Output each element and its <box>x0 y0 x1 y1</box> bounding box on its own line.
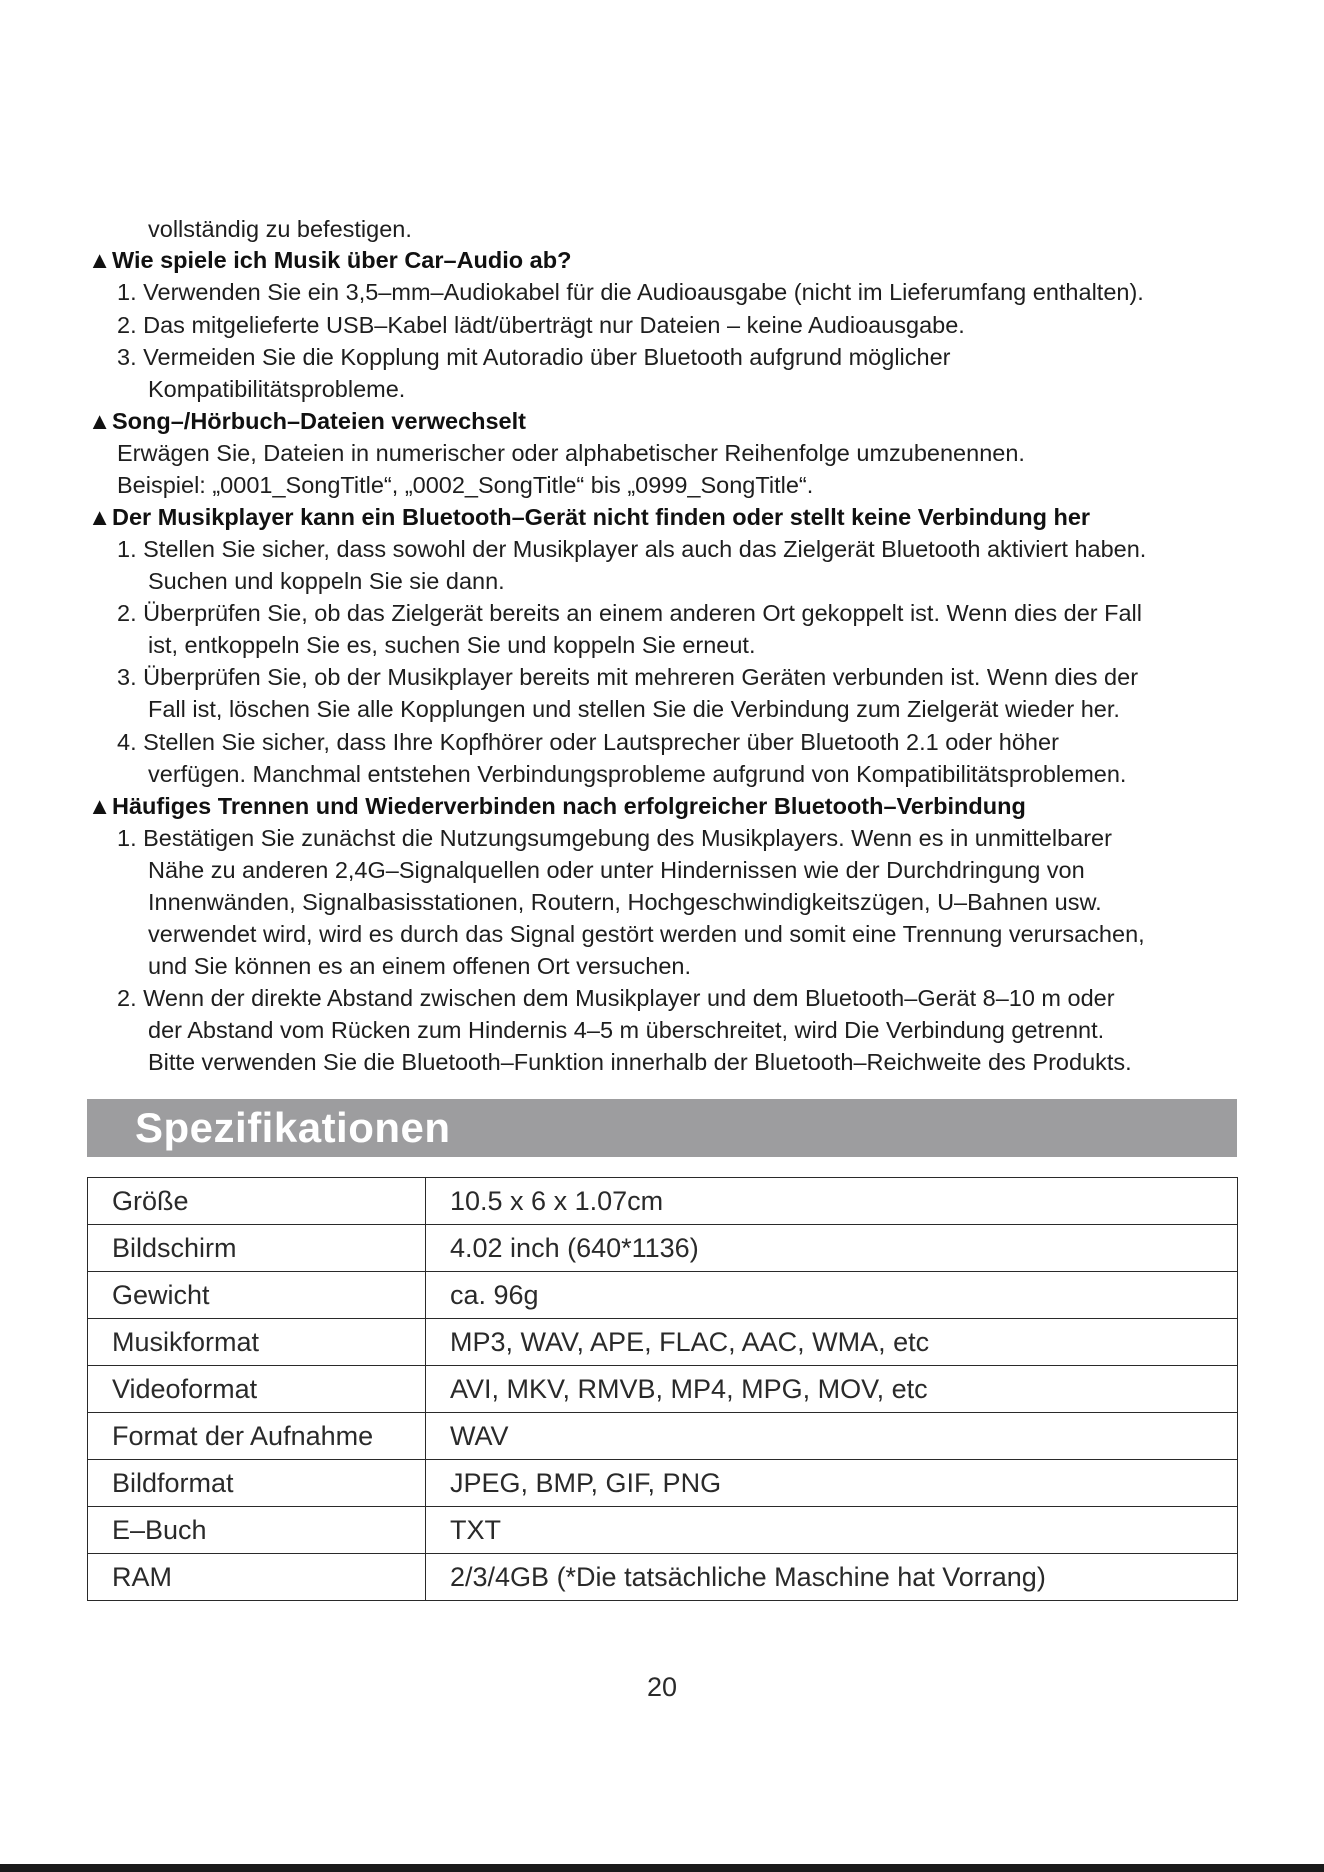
spec-label: Format der Aufnahme <box>88 1413 426 1460</box>
spec-label: Gewicht <box>88 1272 426 1319</box>
table-row <box>88 1460 1238 1507</box>
table-row <box>88 1413 1238 1460</box>
page-number: 20 <box>646 1672 678 1702</box>
spec-value: TXT <box>426 1507 1238 1554</box>
line-text: 4. Stellen Sie sicher, dass Ihre Kopfhörer oder Lautsprecher über Bluetooth 2.1 oder höher <box>117 729 1059 755</box>
body-line <box>117 983 1115 1015</box>
body-line <box>148 694 1120 726</box>
line-text: 2. Das mitgelieferte USB–Kabel lädt/überträgt nur Dateien – keine Audioausgabe. <box>117 312 965 338</box>
body-line <box>117 598 1142 630</box>
line-text: der Abstand vom Rücken zum Hindernis 4–5 m überschreitet, wird Die Verbindung getrennt. <box>148 1017 1105 1043</box>
spec-value: JPEG, BMP, GIF, PNG <box>426 1460 1238 1507</box>
spec-label: Bildschirm <box>88 1225 426 1272</box>
body-line <box>117 470 813 502</box>
section-heading <box>88 406 526 438</box>
body-line <box>117 662 1138 694</box>
line-text: 1. Bestätigen Sie zunächst die Nutzungsumgebung des Musikplayers. Wenn es in unmittelbarer <box>117 825 1112 851</box>
table-row <box>88 1554 1238 1601</box>
spec-section-banner <box>87 1099 1237 1157</box>
body-line <box>148 1047 1132 1079</box>
line-text: Häufiges Trennen und Wiederverbinden nach erfolgreicher Bluetooth–Verbindung <box>112 793 1026 819</box>
body-line <box>148 759 1126 791</box>
table-row <box>88 1272 1238 1319</box>
spec-section-title: Spezifikationen <box>135 1104 451 1151</box>
table-row <box>88 1366 1238 1413</box>
line-text: 1. Stellen Sie sicher, dass sowohl der Musikplayer als auch das Zielgerät Bluetooth aktiviert haben. <box>117 536 1147 562</box>
line-text: Suchen und koppeln Sie sie dann. <box>148 568 505 594</box>
line-text: 1. Verwenden Sie ein 3,5–mm–Audiokabel für die Audioausgabe (nicht im Lieferumfang enthalten). <box>117 279 1144 305</box>
line-text: Erwägen Sie, Dateien in numerischer oder alphabetischer Reihenfolge umzubenennen. <box>117 440 1025 466</box>
spec-label: Bildformat <box>88 1460 426 1507</box>
section-heading <box>88 502 1090 534</box>
triangle-icon: ▲ <box>88 504 112 530</box>
body-line <box>148 566 505 598</box>
line-text: Beispiel: „0001_SongTitle“, „0002_SongTitle“ bis „0999_SongTitle“. <box>117 472 814 498</box>
line-text: Bitte verwenden Sie die Bluetooth–Funktion innerhalb der Bluetooth–Reichweite des Produkts. <box>148 1049 1132 1075</box>
line-text: Song–/Hörbuch–Dateien verwechselt <box>112 408 526 434</box>
spec-table <box>87 1177 1238 1601</box>
line-text: Innenwänden, Signalbasisstationen, Routern, Hochgeschwindigkeitszügen, U–Bahnen usw. <box>148 889 1102 915</box>
spec-label: Musikformat <box>88 1319 426 1366</box>
body-line <box>148 855 1085 887</box>
line-text: verwendet wird, wird es durch das Signal gestört werden und somit eine Trennung verursachen, <box>148 921 1145 947</box>
body-line <box>148 214 412 246</box>
spec-value: MP3, WAV, APE, FLAC, AAC, WMA, etc <box>426 1319 1238 1366</box>
bottom-rule <box>0 1864 1324 1872</box>
body-line <box>117 342 950 374</box>
triangle-icon: ▲ <box>88 793 112 819</box>
spec-label: RAM <box>88 1554 426 1601</box>
line-text: ist, entkoppeln Sie es, suchen Sie und koppeln Sie erneut. <box>148 632 756 658</box>
table-row <box>88 1225 1238 1272</box>
line-text: 2. Wenn der direkte Abstand zwischen dem Musikplayer und dem Bluetooth–Gerät 8–10 m oder <box>117 985 1115 1011</box>
spec-label: E–Buch <box>88 1507 426 1554</box>
body-line <box>117 310 965 342</box>
body-line <box>148 887 1102 919</box>
line-text: Wie spiele ich Musik über Car–Audio ab? <box>112 247 572 273</box>
table-row <box>88 1319 1238 1366</box>
section-heading <box>88 245 571 277</box>
body-line <box>117 727 1059 759</box>
spec-value: 2/3/4GB (*Die tatsächliche Maschine hat Vorrang) <box>426 1554 1238 1601</box>
triangle-icon: ▲ <box>88 408 112 434</box>
line-text: 3. Vermeiden Sie die Kopplung mit Autoradio über Bluetooth aufgrund möglicher <box>117 344 951 370</box>
body-line <box>117 823 1112 855</box>
body-line <box>117 438 1025 470</box>
triangle-icon: ▲ <box>88 247 112 273</box>
body-line <box>148 630 756 662</box>
body-line <box>148 919 1145 951</box>
table-row <box>88 1178 1238 1225</box>
spec-value: ca. 96g <box>426 1272 1238 1319</box>
line-text: vollständig zu befestigen. <box>148 216 412 242</box>
line-text: Kompatibilitätsprobleme. <box>148 376 406 402</box>
line-text: 2. Überprüfen Sie, ob das Zielgerät bereits an einem anderen Ort gekoppelt ist. Wenn dies der Fall <box>117 600 1142 626</box>
spec-label: Videoformat <box>88 1366 426 1413</box>
spec-label: Größe <box>88 1178 426 1225</box>
spec-value: AVI, MKV, RMVB, MP4, MPG, MOV, etc <box>426 1366 1238 1413</box>
spec-value: 10.5 x 6 x 1.07cm <box>426 1178 1238 1225</box>
body-line <box>148 951 691 983</box>
section-heading <box>88 791 1026 823</box>
body-line <box>117 277 1144 309</box>
body-line <box>148 374 405 406</box>
line-text: verfügen. Manchmal entstehen Verbindungsprobleme aufgrund von Kompatibilitätsproblemen. <box>148 761 1127 787</box>
line-text: 3. Überprüfen Sie, ob der Musikplayer bereits mit mehreren Geräten verbunden ist. Wenn dies der <box>117 664 1139 690</box>
body-line <box>148 1015 1104 1047</box>
spec-value: 4.02 inch (640*1136) <box>426 1225 1238 1272</box>
line-text: und Sie können es an einem offenen Ort versuchen. <box>148 953 692 979</box>
line-text: Nähe zu anderen 2,4G–Signalquellen oder unter Hindernissen wie der Durchdringung von <box>148 857 1085 883</box>
body-line <box>117 534 1146 566</box>
line-text: Fall ist, löschen Sie alle Kopplungen und stellen Sie die Verbindung zum Zielgerät wieder her. <box>148 696 1120 722</box>
table-row <box>88 1507 1238 1554</box>
spec-value: WAV <box>426 1413 1238 1460</box>
line-text: Der Musikplayer kann ein Bluetooth–Gerät nicht finden oder stellt keine Verbindung her <box>112 504 1091 530</box>
